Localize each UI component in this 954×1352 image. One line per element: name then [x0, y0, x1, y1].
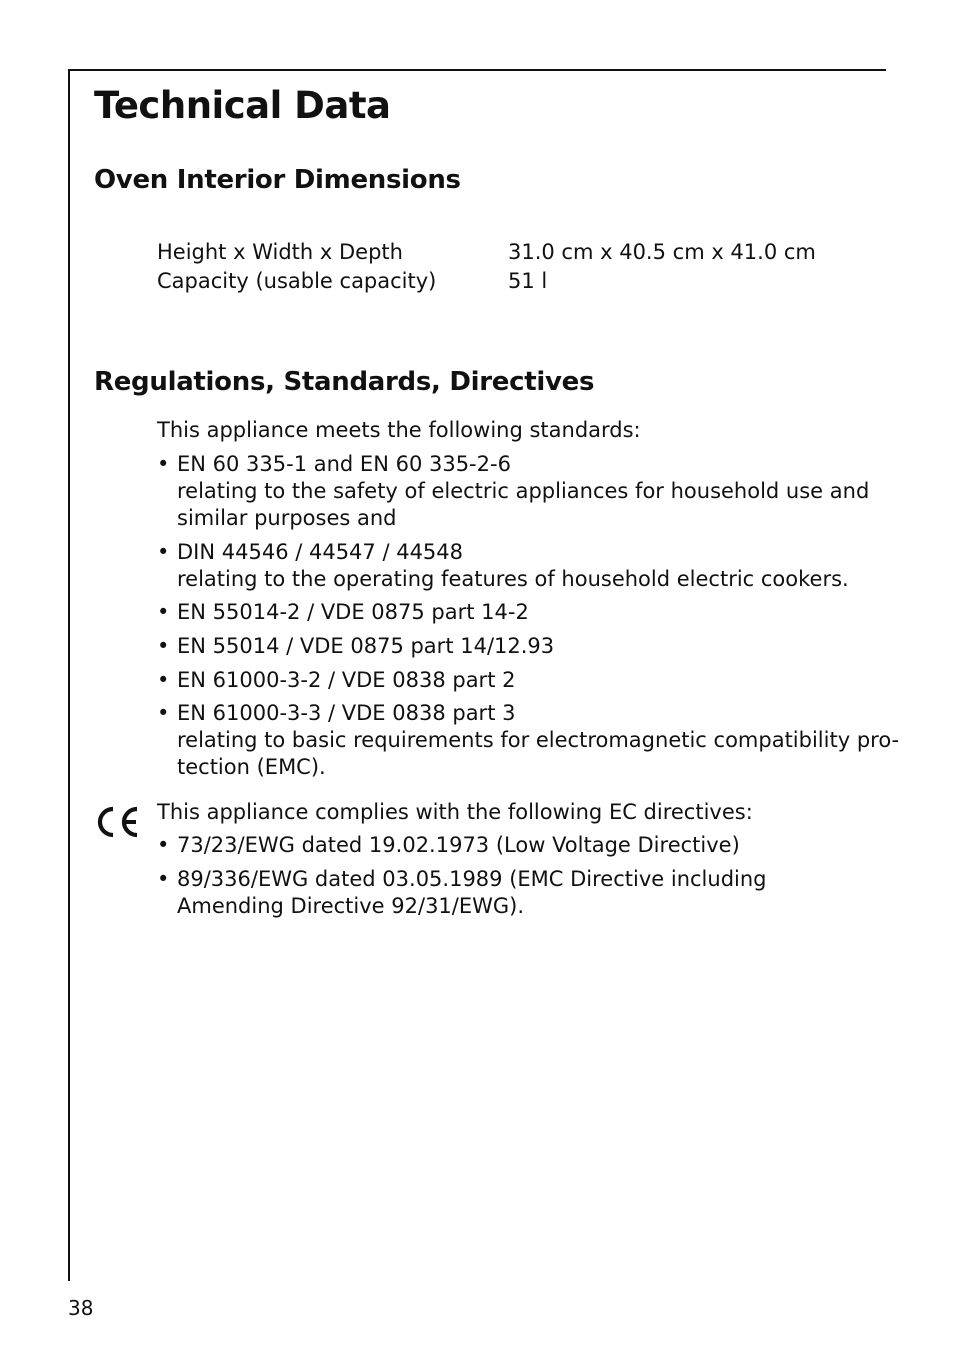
bullet-icon: •	[157, 668, 170, 692]
standards-intro: This appliance meets the following standards:	[157, 418, 641, 442]
bullet-icon: •	[157, 452, 170, 476]
top-rule	[68, 69, 886, 71]
bullet-icon: •	[157, 634, 170, 658]
standard-title: EN 60 335-1 and EN 60 335-2-6	[177, 452, 511, 476]
standard-description: relating to the operating features of household electric cookers.	[177, 567, 849, 591]
standard-description: tection (EMC).	[177, 755, 326, 779]
directive-title: 73/23/EWG dated 19.02.1973 (Low Voltage Directive)	[177, 833, 740, 857]
standard-title: EN 61000-3-2 / VDE 0838 part 2	[177, 668, 516, 692]
directive-title: 89/336/EWG dated 03.05.1989 (EMC Directive including	[177, 867, 767, 891]
regulations-heading: Regulations, Standards, Directives	[94, 367, 595, 397]
bullet-icon: •	[157, 867, 170, 891]
standard-title: EN 61000-3-3 / VDE 0838 part 3	[177, 701, 516, 725]
oven-interior-heading: Oven Interior Dimensions	[94, 165, 461, 195]
standard-title: EN 55014-2 / VDE 0875 part 14-2	[177, 600, 529, 624]
dimensions-value: 31.0 cm x 40.5 cm x 41.0 cm	[508, 240, 816, 264]
standard-description: relating to basic requirements for electromagnetic compatibility pro-	[177, 728, 900, 752]
standard-description: similar purposes and	[177, 506, 397, 530]
left-rule	[68, 69, 70, 1281]
capacity-value: 51 l	[508, 269, 548, 293]
bullet-icon: •	[157, 600, 170, 624]
ce-mark-icon	[94, 804, 140, 840]
page-number: 38	[68, 1296, 94, 1320]
standard-title: EN 55014 / VDE 0875 part 14/12.93	[177, 634, 555, 658]
directive-description: Amending Directive 92/31/EWG).	[177, 894, 525, 918]
capacity-label: Capacity (usable capacity)	[157, 269, 437, 293]
standard-description: relating to the safety of electric appliances for household use and	[177, 479, 870, 503]
bullet-icon: •	[157, 833, 170, 857]
page-title: Technical Data	[94, 84, 391, 127]
standard-title: DIN 44546 / 44547 / 44548	[177, 540, 464, 564]
bullet-icon: •	[157, 701, 170, 725]
bullet-icon: •	[157, 540, 170, 564]
directives-intro: This appliance complies with the following EC directives:	[157, 800, 753, 824]
dimensions-label: Height x Width x Depth	[157, 240, 403, 264]
